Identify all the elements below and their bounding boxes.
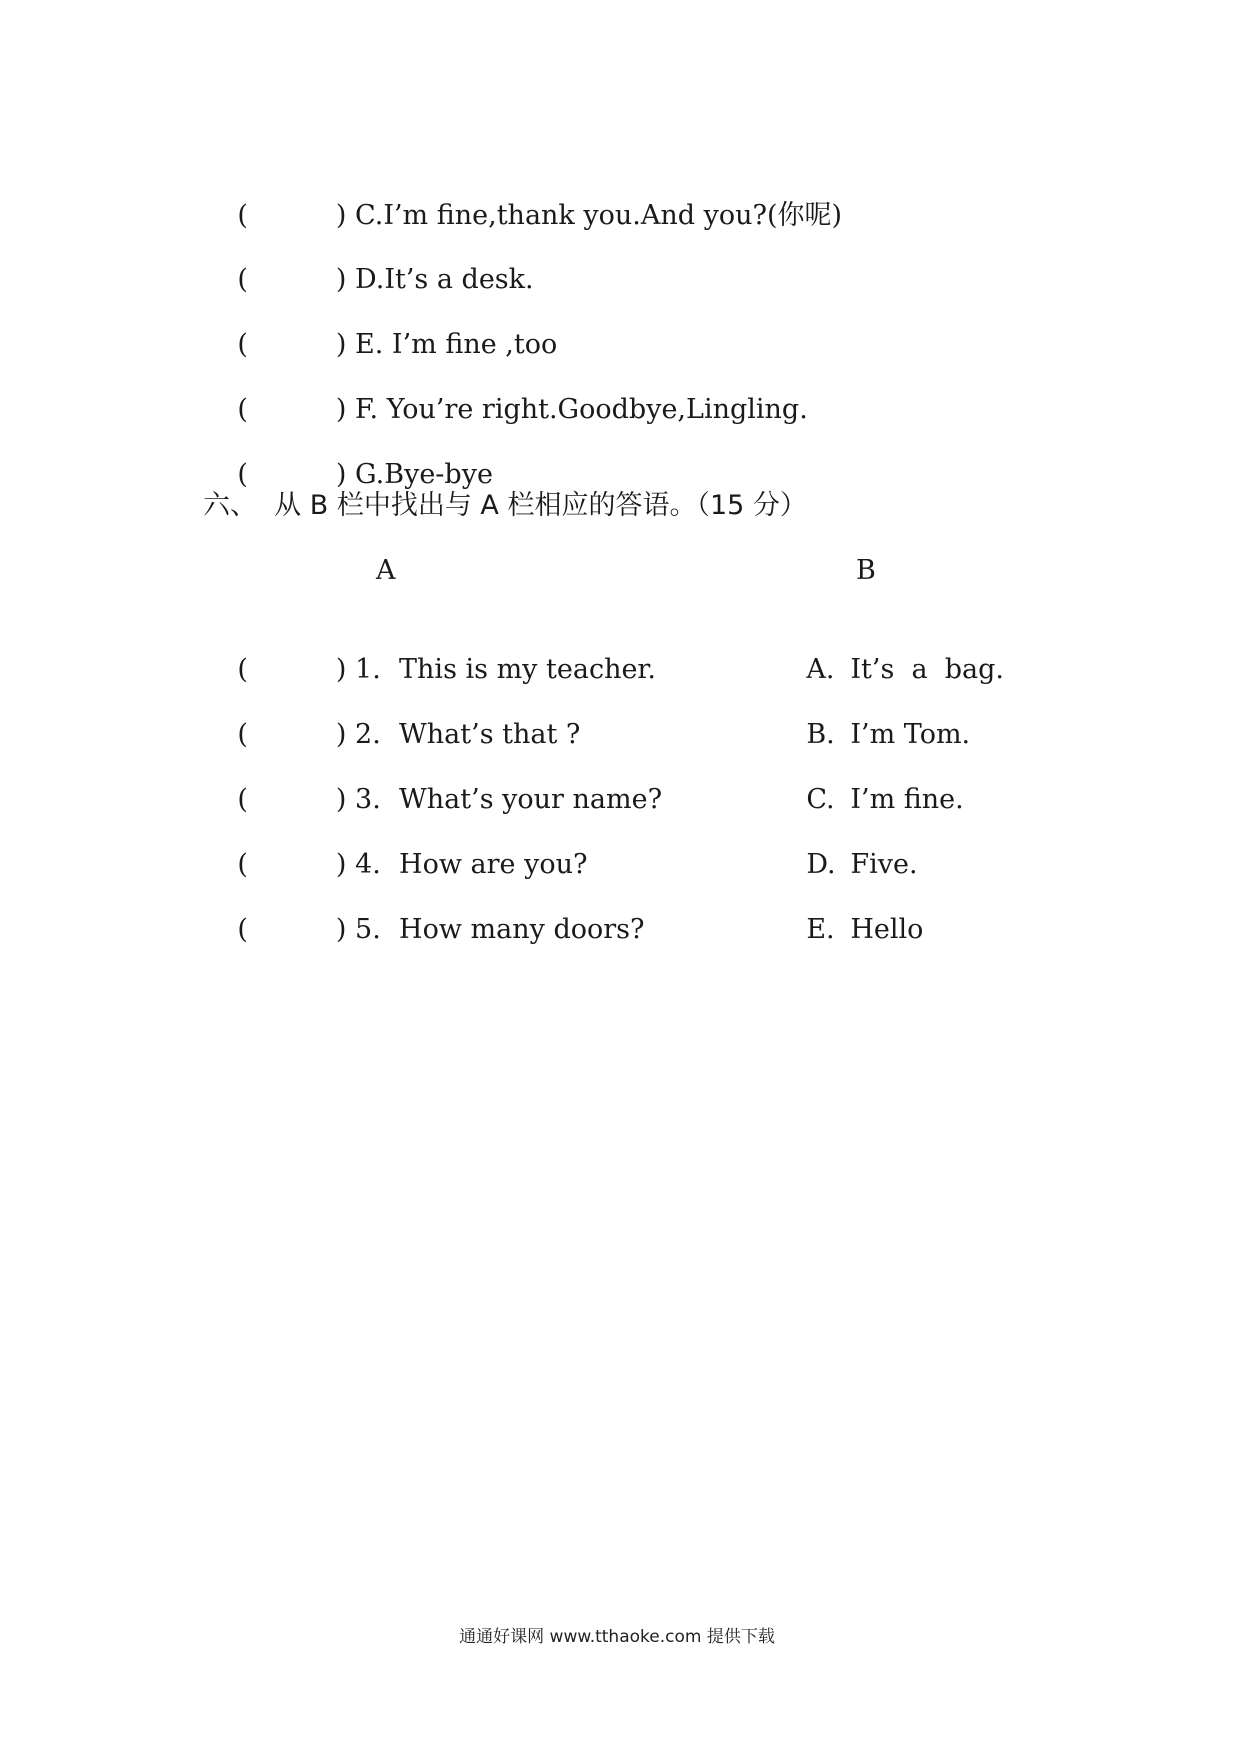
section-heading: 六、 从 B 栏中找出与 A 栏相应的答语。（15 分） xyxy=(203,490,807,521)
option-text: I’m fine,thank you.And you?(你呢) xyxy=(383,200,843,231)
answer-text: I’m Tom. xyxy=(850,719,971,750)
paren-close: ) xyxy=(335,329,347,360)
option-text: You’re right.Goodbye,Lingling. xyxy=(378,394,808,425)
option-letter: C. xyxy=(355,200,384,231)
option-text: Bye-bye xyxy=(384,459,493,490)
answer-letter: B. xyxy=(806,719,835,750)
paren-open: ( xyxy=(237,719,248,750)
answer-letter: D. xyxy=(806,849,836,880)
option-letter: E. xyxy=(355,329,384,360)
paren-close: ) xyxy=(335,654,347,685)
question-number: 1. xyxy=(355,654,381,685)
question-text: What’s your name? xyxy=(399,784,663,815)
paren-close: ) xyxy=(335,459,347,490)
answer-row xyxy=(772,879,923,981)
paren-open: ( xyxy=(237,849,248,880)
paren-close: ) xyxy=(335,784,347,815)
answer-text: Hello xyxy=(850,914,924,945)
paren-open: ( xyxy=(237,264,248,295)
question-number: 4. xyxy=(355,849,381,880)
option-letter: D. xyxy=(355,264,385,295)
answer-letter: A. xyxy=(806,654,835,685)
paren-open: ( xyxy=(237,329,248,360)
question-text: What’s that ? xyxy=(399,719,581,750)
question-text: How many doors? xyxy=(399,914,645,945)
paren-close: ) xyxy=(335,394,347,425)
option-text: It’s a desk. xyxy=(384,264,534,295)
answer-letter: E. xyxy=(806,914,835,945)
answer-text: I’m fine. xyxy=(850,784,964,815)
question-text: How are you? xyxy=(399,849,588,880)
question-text: This is my teacher. xyxy=(399,654,656,685)
question-row xyxy=(203,879,644,981)
option-letter: F. xyxy=(355,394,379,425)
paren-close: ) xyxy=(335,719,347,750)
paren-close: ) xyxy=(335,849,347,880)
column-a-label: A xyxy=(376,555,396,586)
paren-close: ) xyxy=(335,264,347,295)
paren-close: ) xyxy=(335,914,347,945)
paren-open: ( xyxy=(237,459,248,490)
column-b-label: B xyxy=(856,555,876,586)
answer-text: Five. xyxy=(850,849,918,880)
paren-open: ( xyxy=(237,394,248,425)
paren-open: ( xyxy=(237,914,248,945)
question-number: 2. xyxy=(355,719,381,750)
option-text: I’m fine ,too xyxy=(383,329,558,360)
question-number: 3. xyxy=(355,784,381,815)
paren-open: ( xyxy=(237,784,248,815)
page-footer: 通通好课网 www.tthaoke.com 提供下载 xyxy=(459,1627,775,1647)
answer-letter: C. xyxy=(806,784,835,815)
answer-text: It’s a bag. xyxy=(850,654,1004,685)
paren-open: ( xyxy=(237,654,248,685)
question-number: 5. xyxy=(355,914,381,945)
paren-close: ) xyxy=(335,200,347,231)
paren-open: ( xyxy=(237,200,248,231)
option-letter: G. xyxy=(355,459,385,490)
